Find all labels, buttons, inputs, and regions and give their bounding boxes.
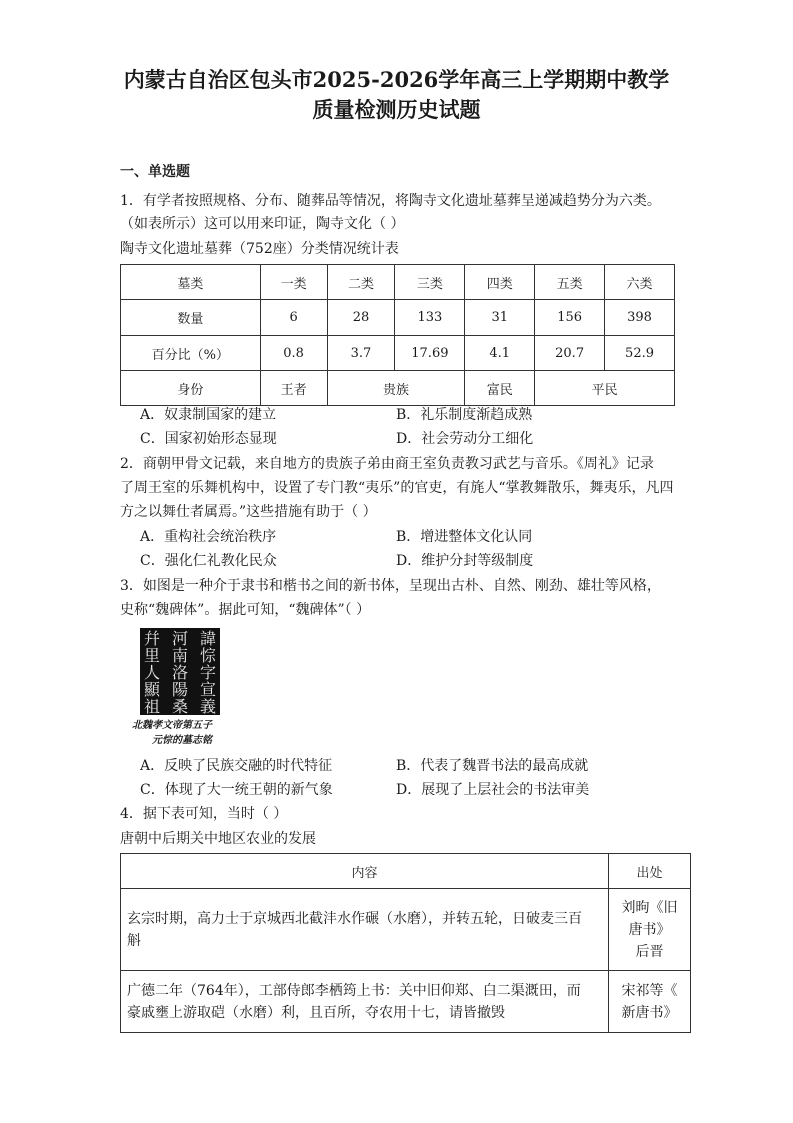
table-row — [121, 300, 675, 336]
table-header-cell: 三类 — [395, 265, 465, 300]
q2-option-b: B．增进整体文化认同 — [396, 529, 533, 545]
table-row — [121, 889, 691, 971]
stele-rubbing-image — [140, 628, 220, 715]
q3-option-d: D．展现了上层社会的书法审美 — [396, 782, 590, 798]
rubbing-glyph: 桑 — [172, 697, 189, 716]
rubbing-glyph: 祖 — [144, 697, 161, 716]
table-row-label: 身份 — [121, 371, 261, 406]
q3-option-b: B．代表了魏晋书法的最高成就 — [396, 758, 589, 774]
rubbing-caption-line1: 北魏孝文帝第五子 — [132, 720, 212, 731]
q1-burial-table — [120, 264, 675, 406]
table-cell — [121, 889, 609, 971]
table-cell: 20.7 — [535, 336, 605, 371]
table-cell: 156 — [535, 300, 605, 336]
table-row — [121, 371, 675, 406]
rubbing-glyph: 悰 — [200, 646, 217, 665]
content-line: 广德二年（764年），工部侍郎李栖筠上书：关中旧仰郑、白二渠溉田，而 — [127, 982, 581, 999]
rubbing-glyph: 顯 — [144, 680, 161, 699]
q4-agriculture-table — [120, 853, 691, 1033]
table-header-cell: 墓类 — [121, 265, 261, 300]
table-row-label: 数量 — [121, 300, 261, 336]
source-line: 唐书》 — [628, 921, 671, 938]
q2-stem-line3: 方之以舞仕者属焉。”这些措施有助于（ ） — [120, 504, 377, 520]
table-header-cell: 出处 — [609, 854, 691, 889]
rubbing-glyph: 義 — [200, 697, 217, 716]
source-line: 后晋 — [635, 943, 664, 960]
q1-stem-line1: 1．有学者按照规格、分布、随葬品等情况，将陶寺文化遗址墓葬呈递减趋势分为六类。 — [120, 193, 661, 209]
q1-option-b: B．礼乐制度渐趋成熟 — [396, 407, 533, 423]
table-cell: 17.69 — [395, 336, 465, 371]
source-line: 刘昫《旧 — [621, 899, 678, 916]
q1-option-a: A．奴隶制国家的建立 — [140, 407, 277, 423]
table-row — [121, 336, 675, 371]
page-title-line1: 内蒙古自治区包头市2025-2026学年高三上学期期中教学 — [123, 67, 670, 92]
source-line: 宋祁等《 — [621, 982, 678, 999]
table-cell: 31 — [465, 300, 535, 336]
table-cell: 0.8 — [260, 336, 327, 371]
table-header-row — [121, 265, 675, 300]
q3-option-c: C．体现了大一统王朝的新气象 — [140, 782, 333, 798]
table-header-cell: 四类 — [465, 265, 535, 300]
rubbing-glyph: 人 — [144, 663, 161, 682]
table-cell: 4.1 — [465, 336, 535, 371]
section-heading: 一、单选题 — [120, 164, 190, 180]
q2-stem-line2: 了周王室的乐舞机构中，设置了专门教“夷乐”的官吏，有旄人“掌教舞散乐，舞夷乐，凡四 — [120, 480, 674, 496]
table-row — [121, 971, 691, 1033]
table-row-label: 百分比（%） — [121, 336, 261, 371]
table-cell: 富民 — [465, 371, 535, 406]
q3-stem-line1: 3．如图是一种介于隶书和楷书之间的新书体，呈现出古朴、自然、刚劲、雄壮等风格， — [120, 578, 661, 594]
q2-option-d: D．维护分封等级制度 — [396, 553, 534, 569]
content-line: 豪戚壅上游取硙（水磨）利，且百所，夺农用十七，请皆撤毁 — [127, 1004, 505, 1021]
table-cell — [609, 971, 691, 1033]
table-cell: 王者 — [260, 371, 327, 406]
table-header-cell: 六类 — [605, 265, 675, 300]
table-header-cell: 二类 — [327, 265, 395, 300]
rubbing-glyph: 河 — [172, 629, 189, 648]
table-header-cell: 内容 — [121, 854, 609, 889]
content-line: 玄宗时期，高力士于京城西北截沣水作碾（水磨），并转五轮，日破麦三百 — [127, 910, 582, 927]
q2-option-c: C．强化仁礼教化民众 — [140, 553, 277, 569]
rubbing-glyph: 諱 — [200, 629, 217, 648]
content-line: 斛 — [127, 932, 141, 949]
table-cell — [609, 889, 691, 971]
q1-table-caption: 陶寺文化遗址墓葬（752座）分类情况统计表 — [120, 241, 399, 257]
q4-stem: 4．据下表可知，当时（ ） — [120, 806, 288, 822]
table-cell: 52.9 — [605, 336, 675, 371]
table-cell: 133 — [395, 300, 465, 336]
rubbing-glyph: 里 — [144, 646, 161, 665]
table-cell — [121, 971, 609, 1033]
table-cell: 28 — [327, 300, 395, 336]
rubbing-glyph: 幷 — [144, 629, 161, 648]
table-cell: 398 — [605, 300, 675, 336]
rubbing-glyph: 南 — [172, 646, 189, 665]
rubbing-glyph: 字 — [200, 663, 217, 682]
q4-table-caption: 唐朝中后期关中地区农业的发展 — [120, 831, 316, 847]
q1-option-c: C．国家初始形态显现 — [140, 431, 277, 447]
source-line: 新唐书》 — [621, 1004, 678, 1021]
table-cell: 3.7 — [327, 336, 395, 371]
q1-stem-line2: （如表所示）这可以用来印证，陶寺文化（ ） — [120, 216, 405, 232]
table-cell: 平民 — [535, 371, 675, 406]
table-cell: 贵族 — [327, 371, 465, 406]
table-cell: 6 — [260, 300, 327, 336]
table-header-row — [121, 854, 691, 889]
q3-option-a: A．反映了民族交融的时代特征 — [140, 758, 333, 774]
q1-option-d: D．社会劳动分工细化 — [396, 431, 534, 447]
q2-stem-line1: 2．商朝甲骨文记载，来自地方的贵族子弟由商王室负责教习武艺与音乐。《周礼》记录 — [120, 456, 654, 472]
rubbing-glyph: 陽 — [172, 680, 189, 699]
q2-option-a: A．重构社会统治秩序 — [140, 529, 277, 545]
table-header-cell: 一类 — [260, 265, 327, 300]
rubbing-glyph: 洛 — [172, 663, 189, 682]
rubbing-glyph: 宣 — [200, 680, 217, 699]
rubbing-caption-line2: 元悰的墓志铭 — [152, 735, 212, 746]
q3-stem-line2: 史称“魏碑体”。据此可知，“魏碑体”（ ） — [120, 602, 371, 618]
page-title-line2: 质量检测历史试题 — [312, 97, 481, 122]
table-header-cell: 五类 — [535, 265, 605, 300]
